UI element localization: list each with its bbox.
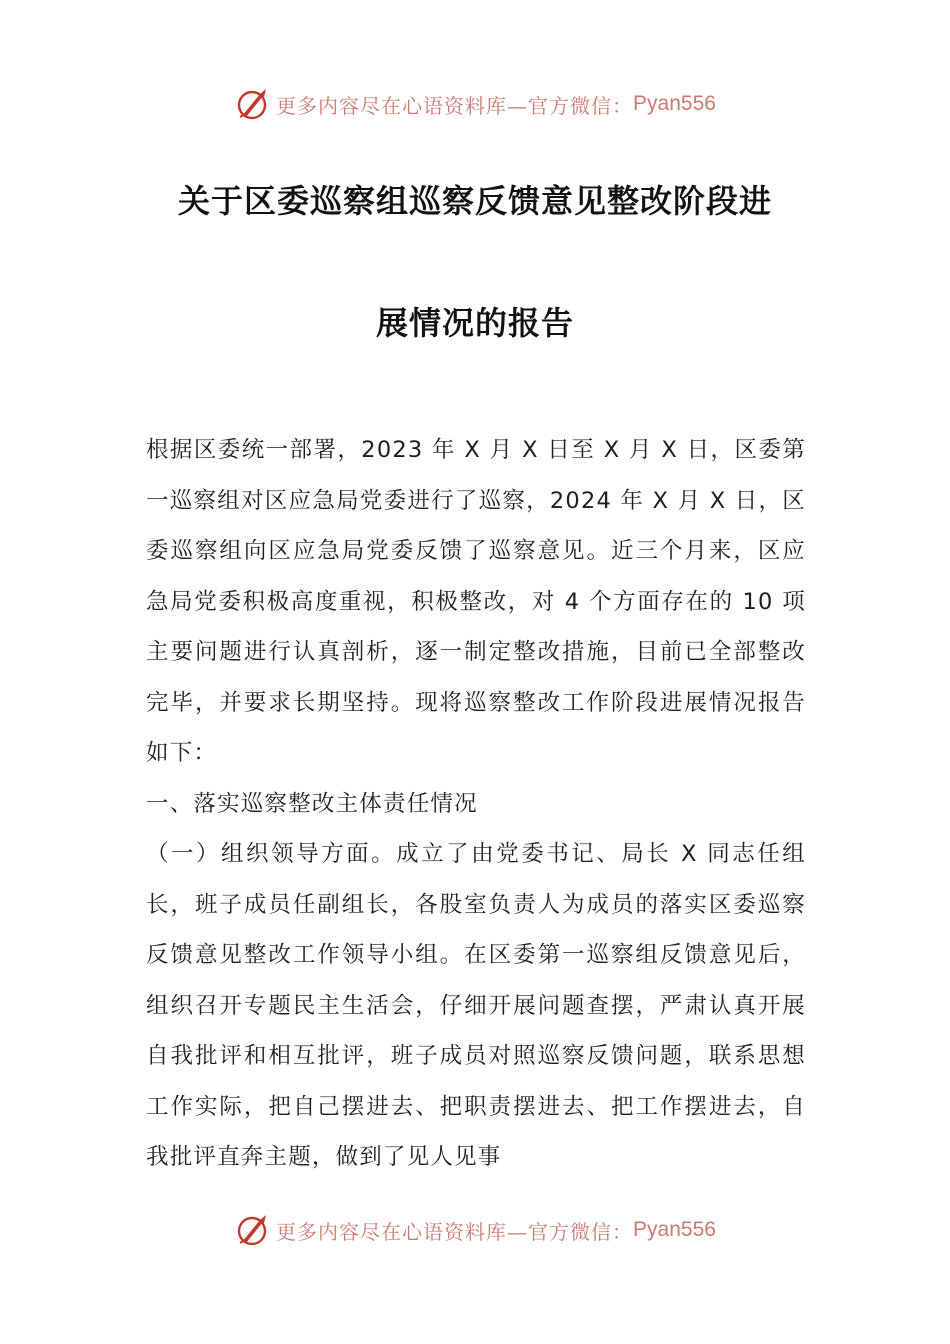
document-title-line-2: 展情况的报告: [375, 304, 574, 342]
watermark-wechat-id: Pyan556: [633, 92, 716, 115]
paragraph-intro: 根据区委统一部署，2023 年 X 月 X 日至 X 月 X 日，区委第一巡察组对区应急局党委进行了巡察，2024 年 X 月 X 日，区委巡察组向区应急局党委反馈了巡察意见。近三个月来，区应急局党委积极高度重视，积极整改，对 4 个方面存在的 10 项主要问题进行认真剖析，逐一制定整改措施，目前已全部整改完毕，并要求长期坚持。现将巡察整改工作阶段进展情况报告如下：: [146, 437, 806, 766]
document-body: [146, 425, 806, 1183]
watermark-footer: [0, 1208, 950, 1252]
quill-logo-icon: [234, 1212, 270, 1248]
section-heading: 一、落实巡察整改主体责任情况: [146, 790, 478, 817]
watermark-wechat-id: Pyan556: [633, 1218, 716, 1241]
quill-logo-icon: [234, 86, 270, 122]
paragraph-organization: （一）组织领导方面。成立了由党委书记、局长 X 同志任组长，班子成员任副组长，各股室负责人为成员的落实区委巡察反馈意见整改工作领导小组。在区委第一巡察组反馈意见后，组织召开专题民主生活会，仔细开展问题查摆，严肃认真开展自我批评和相互批评，班子成员对照巡察反馈问题，联系思想工作实际，把自己摆进去、把职责摆进去、把工作摆进去，自我批评直奔主题，做到了见人见事: [146, 841, 806, 1170]
watermark-header: [0, 82, 950, 126]
document-title-line-1: 关于区委巡察组巡察反馈意见整改阶段进: [177, 182, 772, 220]
watermark-text: 更多内容尽在心语资料库—官方微信：: [276, 1219, 634, 1244]
watermark-text: 更多内容尽在心语资料库—官方微信：: [276, 93, 634, 118]
